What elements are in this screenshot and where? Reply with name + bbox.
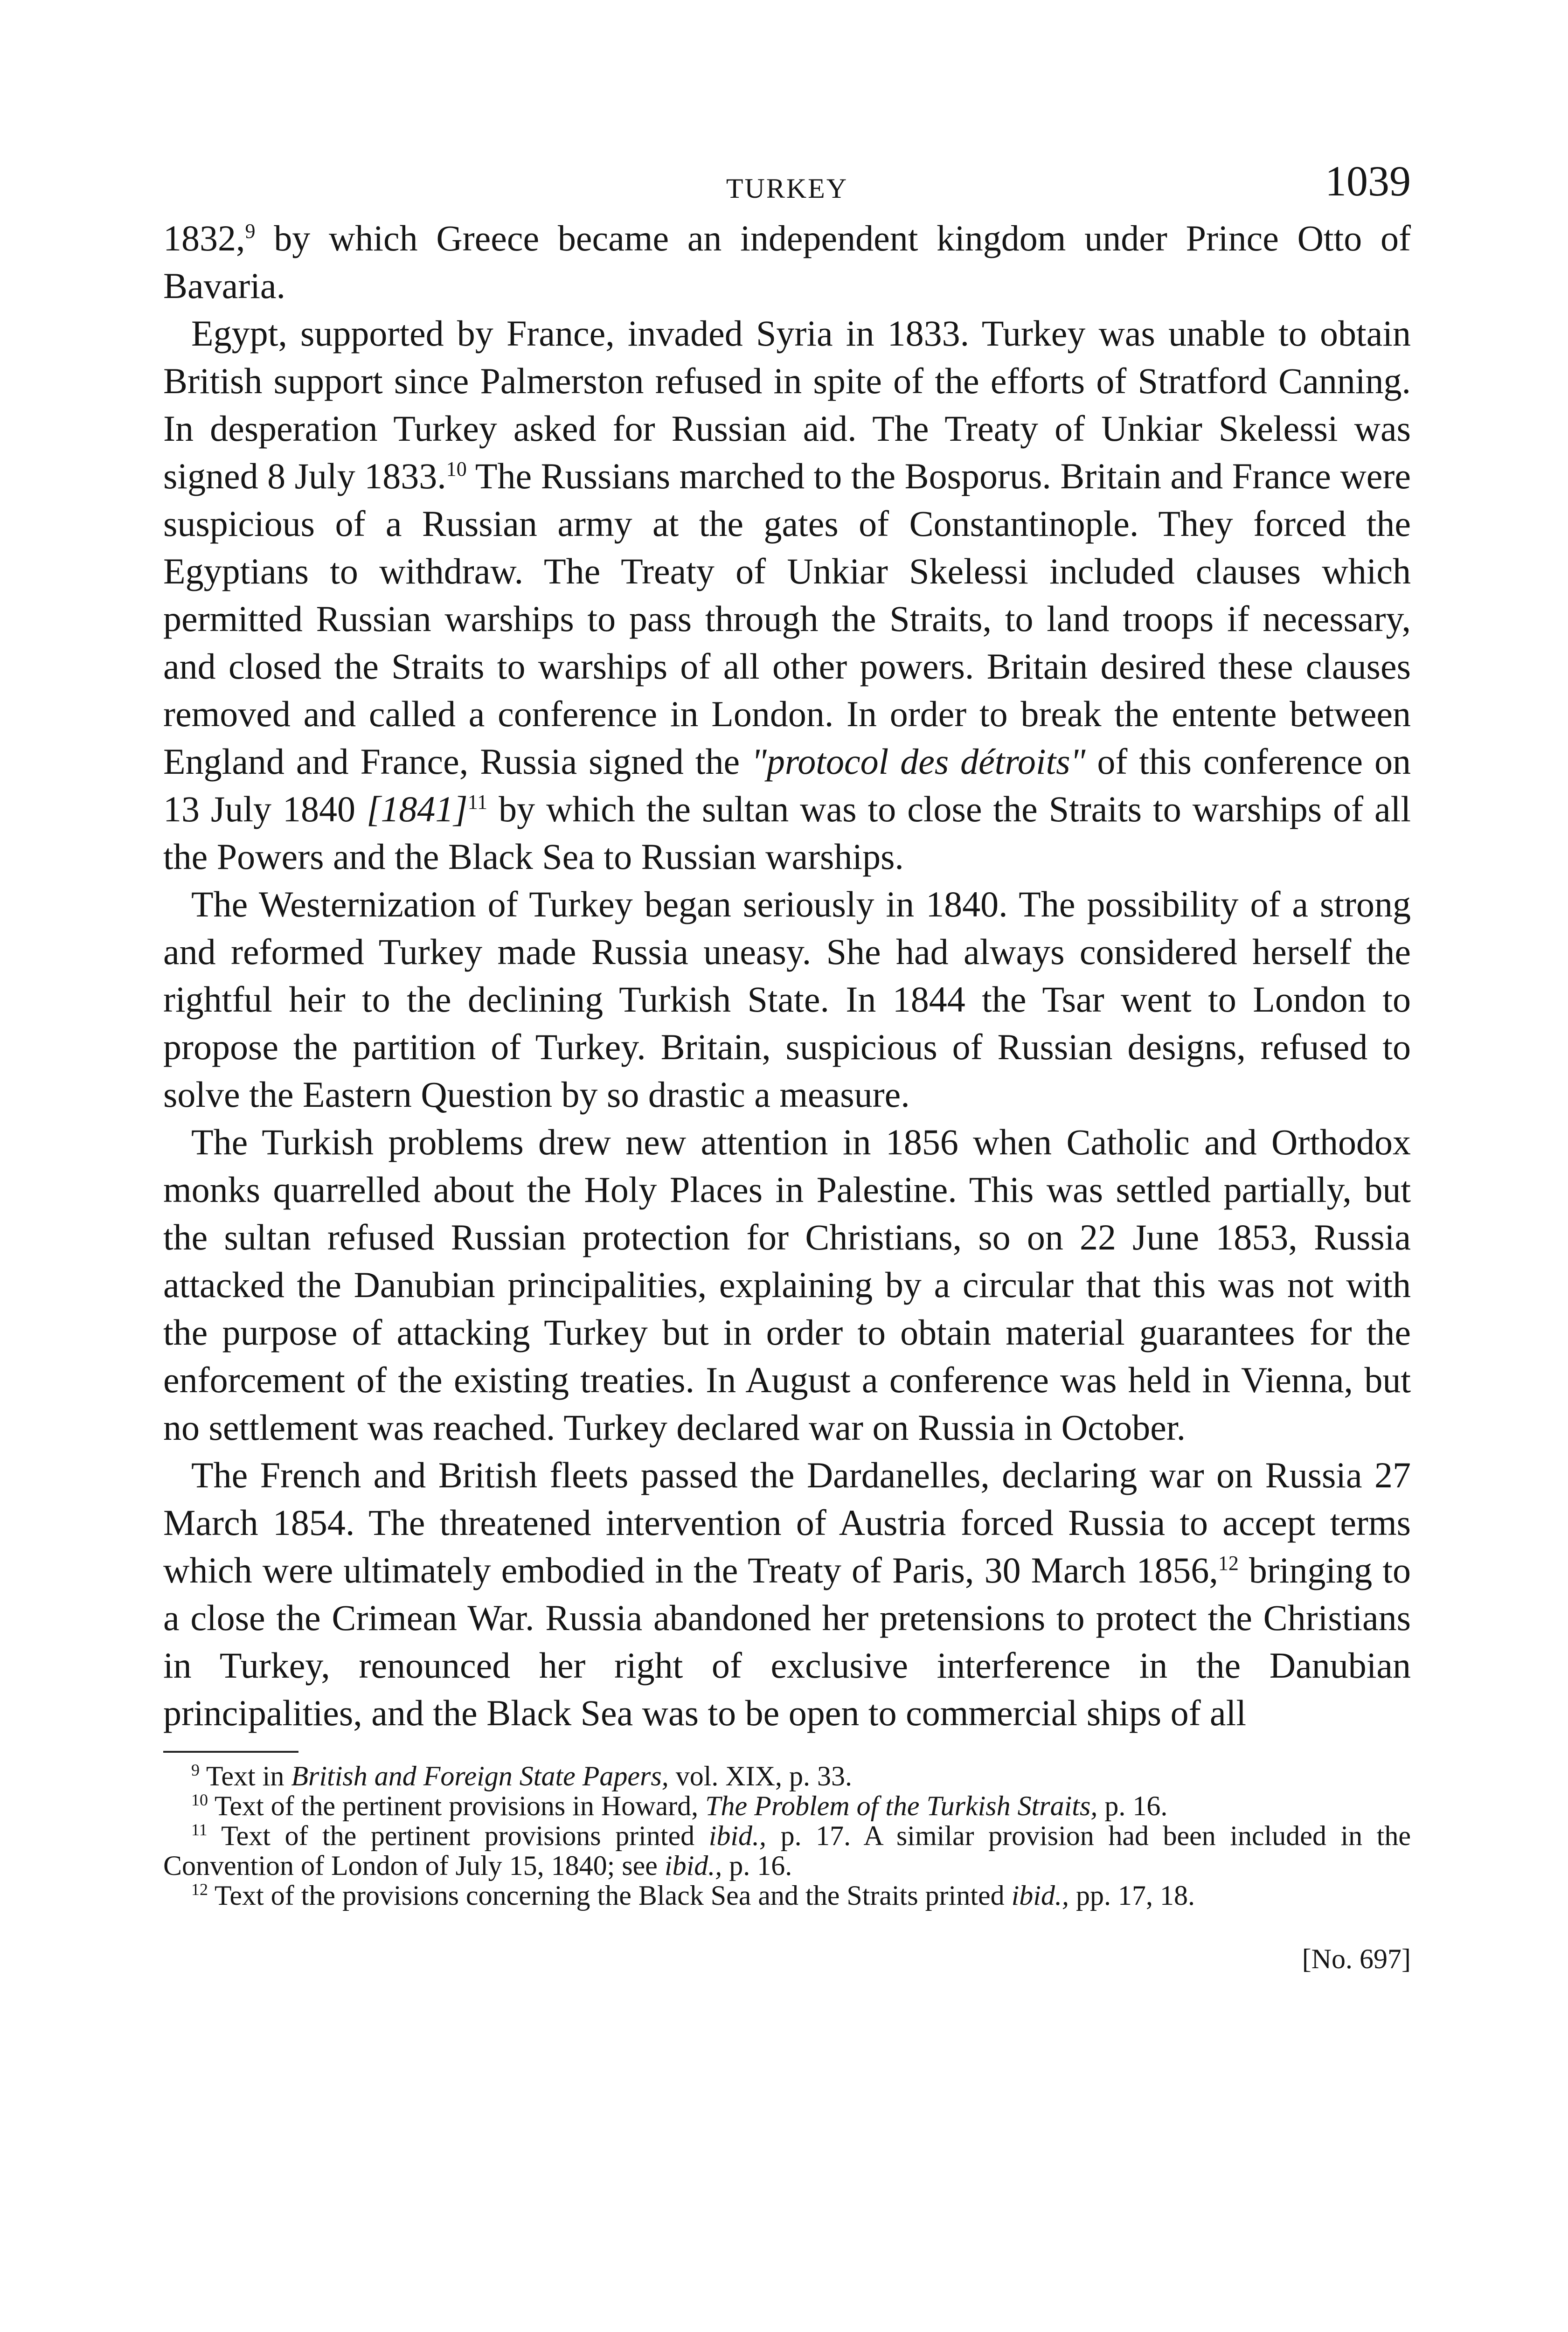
footnote-divider [163, 1751, 298, 1753]
footnote-11-text-b: p. 17. A similar provision had been included in the Convention of London of July 15, 1840; see [163, 1820, 1411, 1881]
footnote-11-text-c: p. 16. [722, 1850, 792, 1881]
page-number: 1039 [1325, 157, 1411, 205]
signature-mark: [No. 697] [1302, 1943, 1411, 1974]
paragraph-1-text: 1832, [163, 218, 245, 258]
running-head: TURKEY [726, 173, 848, 204]
footnote-ref-9: 9 [245, 220, 256, 243]
paragraph-2-text-b: The Russians marched to the Bosporus. Britain and France were suspicious of a Russian army at the gates of Constantinople. They forced the Egyptians to withdraw. The Treaty of Unkiar Skelessi included clauses which permitted Russian warships to pass through the Straits, to land troops if necessary, and closed the Straits to warships of all other powers. Britain desired these clauses removed and called a conference in London. In order to break the entente between England and France, Russia signed the [163, 456, 1411, 782]
body-text [163, 215, 1411, 1737]
footnote-11-italic-2: ibid., [664, 1850, 722, 1881]
footnote-12-number: 12 [191, 1880, 208, 1899]
paragraph-3: The Westernization of Turkey began seriously in 1840. The possibility of a strong and reformed Turkey made Russia uneasy. She had always considered herself the rightful heir to the declining Turkish State. In 1844 the Tsar went to London to propose the partition of Turkey. Britain, suspicious of Russian designs, refused to solve the Eastern Question by so drastic a measure. [163, 884, 1411, 1115]
footnote-10-italic: The Problem of the Turkish Straits, [705, 1791, 1098, 1821]
footnote-10-text-b: p. 16. [1097, 1791, 1168, 1821]
footnote-9 [163, 1761, 1411, 1791]
footnote-12 [163, 1881, 1411, 1910]
footnote-ref-11: 11 [467, 791, 488, 813]
footnotes [163, 1761, 1411, 1910]
paragraph-2-text-c: of this conference on 13 July 1840 [163, 741, 1411, 829]
page-header [163, 140, 1411, 215]
footnote-11-number: 11 [191, 1820, 208, 1839]
paragraph-5-text-a: The French and British fleets passed the Dardanelles, declaring war on Russia 27 March 1854. The threatened intervention of Austria forced Russia to accept terms which were ultimately embodied in the Treaty of Paris, 30 March 1856, [163, 1455, 1411, 1590]
footnote-10-text-a: Text of the pertinent provisions in Howard, [208, 1791, 706, 1821]
footnote-11-italic: ibid., [708, 1820, 767, 1851]
footnote-9-italic: British and Foreign State Papers, [291, 1761, 669, 1791]
footnote-11 [163, 1821, 1411, 1881]
paragraph-2-italic-year: [1841] [367, 789, 468, 829]
paragraph-2-italic: "protocol des détroits" [751, 741, 1086, 782]
paragraph-5-text-b: bringing to a close the Crimean War. Russia abandoned her pretensions to protect the Christians in Turkey, renounced her right of exclusive interference in the Danubian principalities, and the Black Sea was to be open to commercial ships of all [163, 1550, 1411, 1733]
footnote-9-number: 9 [191, 1761, 200, 1779]
footnote-10-number: 10 [191, 1791, 208, 1809]
footnote-9-text-b: vol. XIX, p. 33. [668, 1761, 853, 1791]
footnote-10 [163, 1791, 1411, 1821]
paragraph-5 [163, 1451, 1411, 1737]
paragraph-2-text-a: Egypt, supported by France, invaded Syria in 1833. Turkey was unable to obtain British support since Palmerston refused in spite of the efforts of Stratford Canning. In desperation Turkey asked for Russian aid. The Treaty of Unkiar Skelessi was signed 8 July 1833. [163, 313, 1411, 496]
footnote-12-text-b: pp. 17, 18. [1068, 1880, 1195, 1911]
footnote-11-text-a: Text of the pertinent provisions printed [207, 1820, 709, 1851]
document-page [163, 140, 1411, 1975]
footnote-12-italic: ibid., [1011, 1880, 1069, 1911]
footnote-ref-10: 10 [446, 458, 467, 480]
paragraph-2 [163, 310, 1411, 881]
paragraph-1-text-rest: by which Greece became an independent kingdom under Prince Otto of Bavaria. [163, 218, 1411, 306]
footnote-9-text-a: Text in [200, 1761, 291, 1791]
paragraph-1 [163, 215, 1411, 310]
footnote-12-text-a: Text of the provisions concerning the Black Sea and the Straits printed [208, 1880, 1012, 1911]
paragraph-4: The Turkish problems drew new attention in 1856 when Catholic and Orthodox monks quarrelled about the Holy Places in Palestine. This was settled partially, but the sultan refused Russian protection for Christians, so on 22 June 1853, Russia attacked the Danubian principalities, explaining by a circular that this was not with the purpose of attacking Turkey but in order to obtain material guarantees for the enforcement of the existing treaties. In August a conference was held in Vienna, but no settlement was reached. Turkey declared war on Russia in October. [163, 1122, 1411, 1448]
paragraph-2-text-d: by which the sultan was to close the Straits to warships of all the Powers and the Black Sea to Russian warships. [163, 789, 1411, 877]
footnote-ref-12: 12 [1218, 1552, 1239, 1575]
